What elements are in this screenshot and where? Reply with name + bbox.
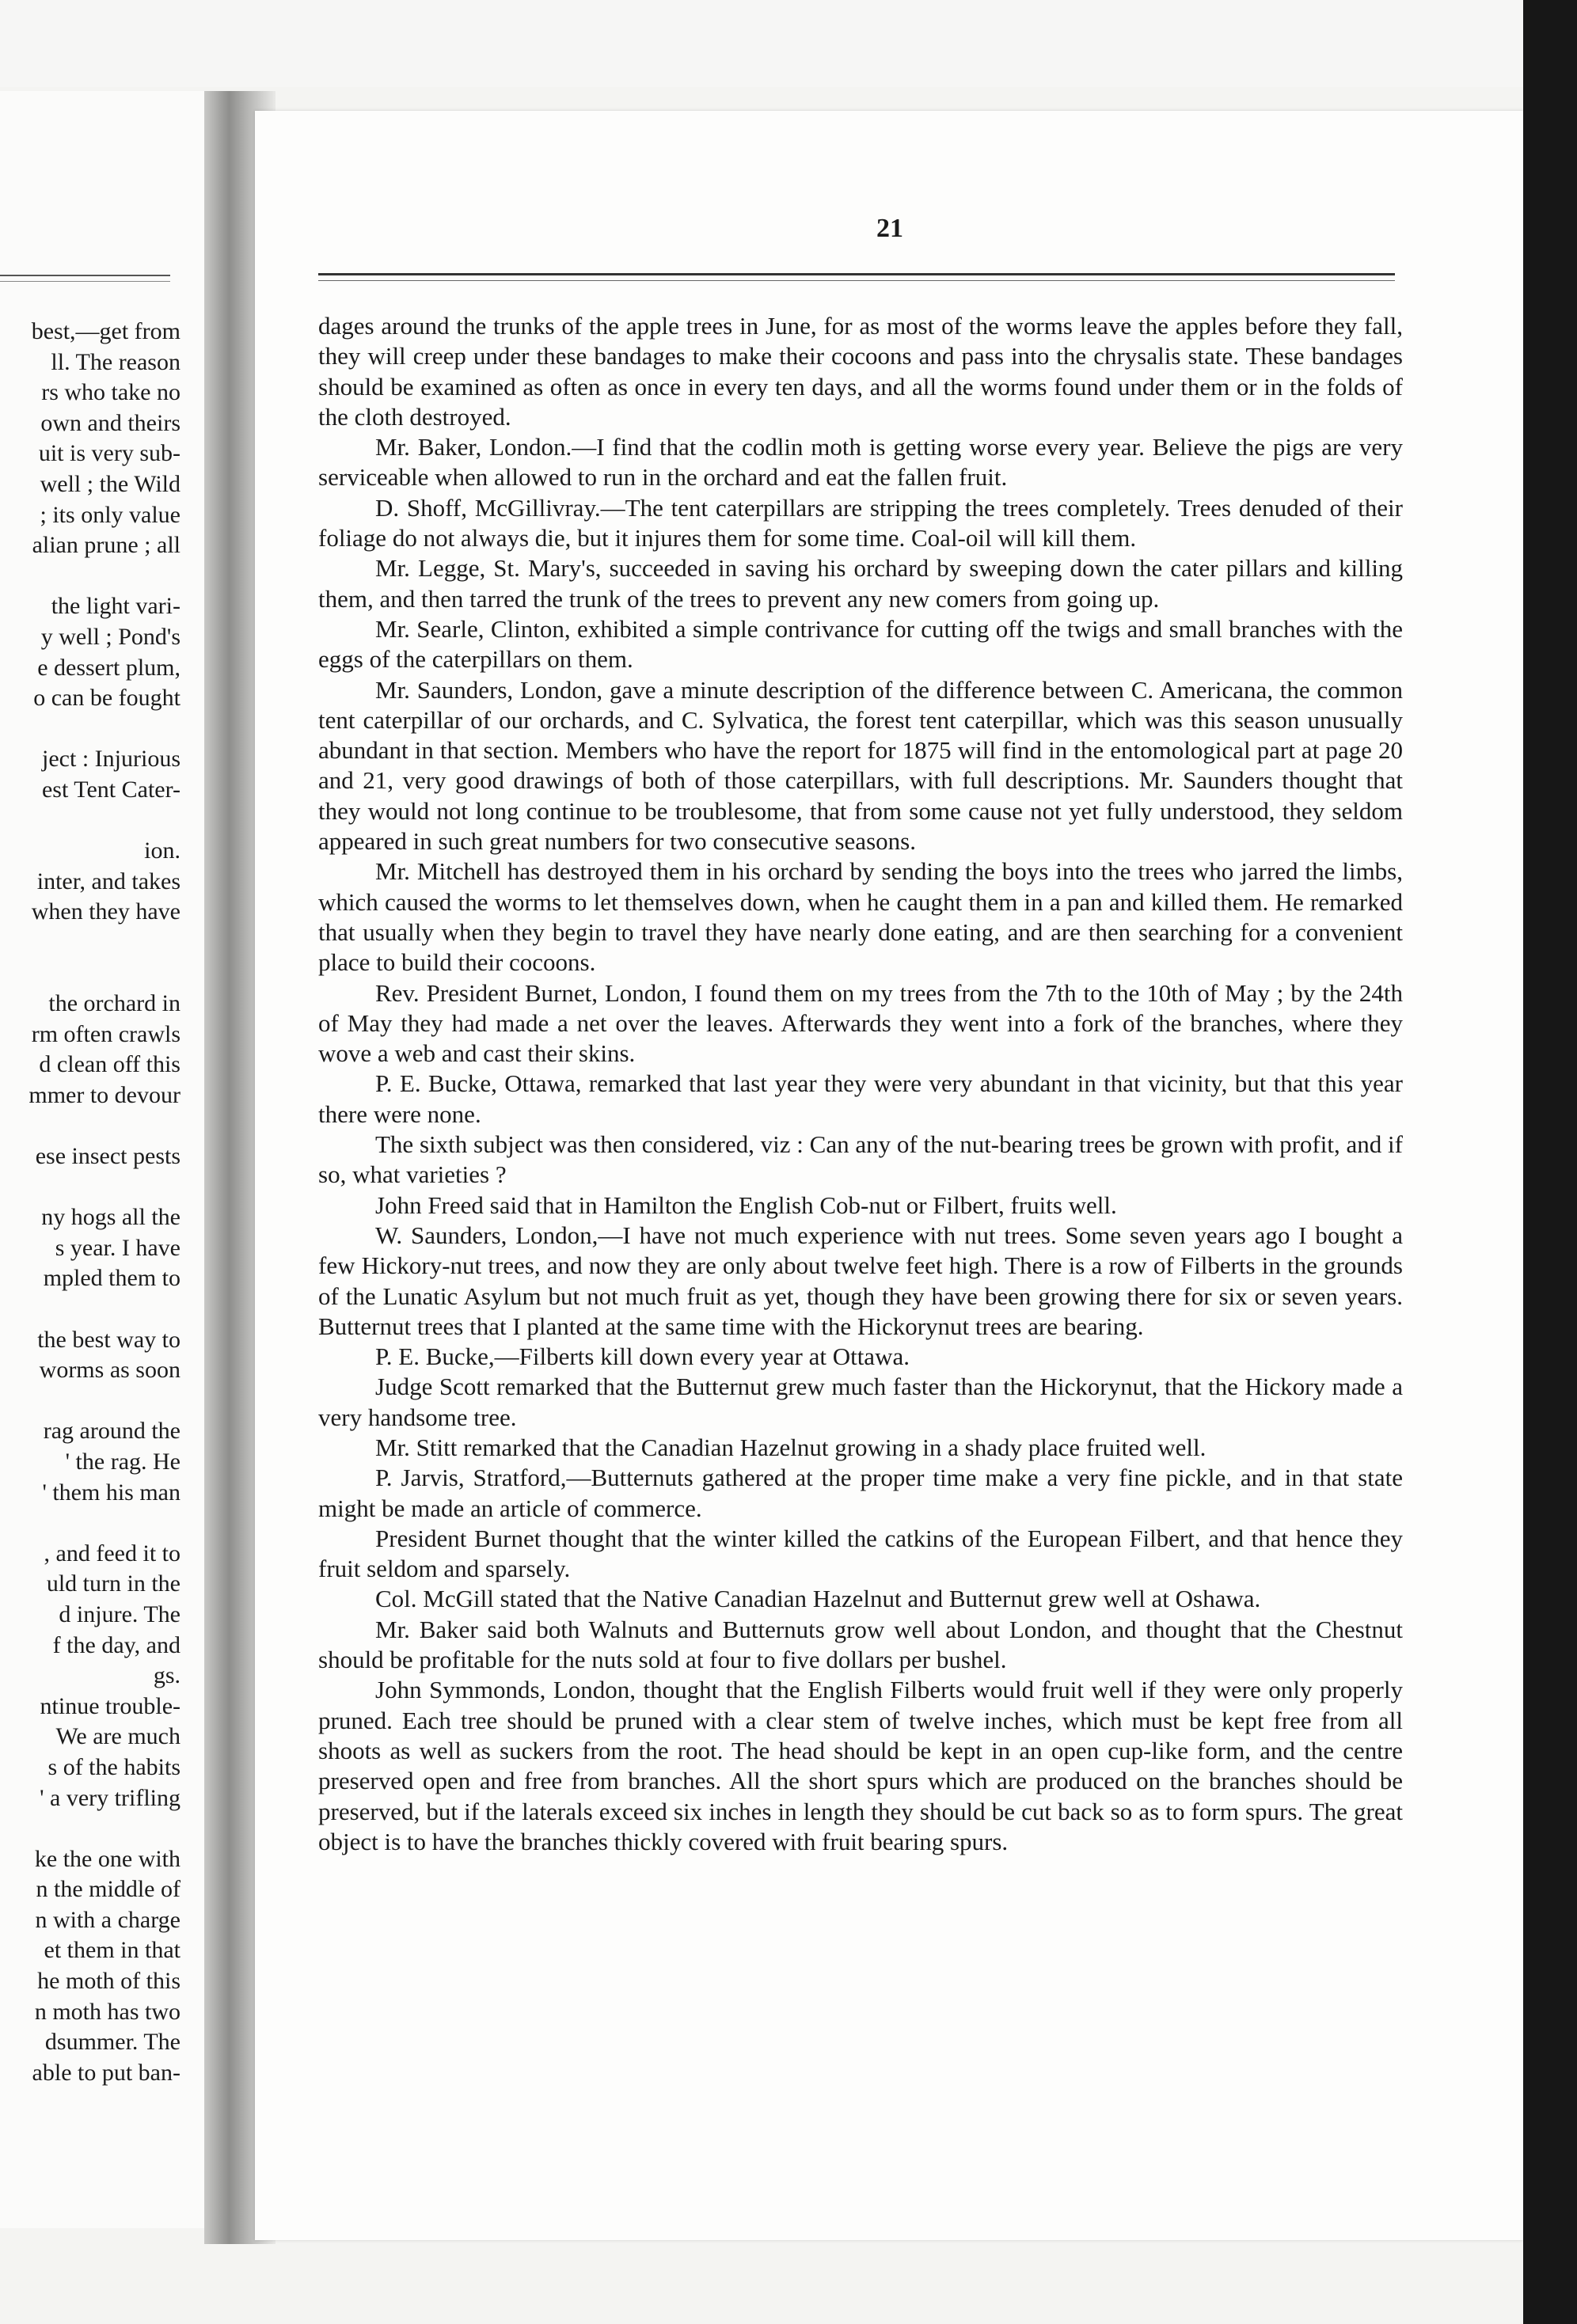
paragraph: Mr. Baker said both Walnuts and Butternuts grow well about London, and thought that the Chestnut should be profitable for the nuts sold at four to five dollars per bushel.	[318, 1615, 1403, 1674]
previous-page-line	[0, 958, 180, 989]
previous-page-line: ese insect pests	[35, 1143, 180, 1170]
previous-page-line: able to put ban-	[32, 2059, 180, 2086]
previous-page-line: ion.	[144, 837, 180, 864]
previous-page-line: ' a very trifling	[40, 1784, 180, 1811]
previous-page-line: uld turn in the	[46, 1570, 180, 1597]
previous-page-line: o can be fought	[33, 685, 180, 712]
paragraph: Col. McGill stated that the Native Canadian Hazelnut and Butternut grew well at Oshawa.	[375, 1585, 1261, 1613]
previous-page-line	[0, 928, 180, 959]
previous-page-line: ll. The reason	[51, 348, 180, 375]
previous-page-line: gs.	[153, 1662, 180, 1689]
previous-page-text	[0, 317, 180, 2088]
paragraph: D. Shoff, McGillivray.—The tent caterpillars are stripping the trees completely. Trees denuded of their foliage do not always die, but it injures them for some time. Coal-oil will kill them.	[318, 493, 1403, 553]
previous-page-line: well ; the Wild	[40, 470, 180, 497]
previous-page-line: f the day, and	[52, 1631, 180, 1658]
paragraph: Judge Scott remarked that the Butternut grew much faster than the Hickorynut, that the Hickory made a very handsome tree.	[318, 1373, 1403, 1431]
body-text	[318, 311, 1403, 1857]
previous-page-line	[0, 1294, 180, 1325]
paragraph: Mr. Legge, St. Mary's, succeeded in saving his orchard by sweeping down the cater pillars and killing them, and then tarred the trunk of the trees to prevent any new comers from going up.	[318, 554, 1403, 613]
paragraph: dages around the trunks of the apple trees in June, for as most of the worms leave the apples before they fall, they will creep under these bandages to make their cocoons and pass into the chrysalis state. These bandages should be examined as often as once in every ten days, and all the worms found under them or in the folds of the cloth destroyed.	[318, 312, 1403, 431]
previous-page-line: d injure. The	[59, 1601, 180, 1627]
header-rule	[318, 273, 1395, 281]
previous-page-line: s of the habits	[48, 1753, 180, 1780]
previous-page-line	[0, 714, 180, 745]
previous-page-line	[0, 806, 180, 837]
previous-page-line: et them in that	[44, 1937, 180, 1964]
previous-page-line: ' the rag. He	[65, 1448, 180, 1475]
previous-page-line: est Tent Cater-	[41, 776, 180, 803]
paragraph: W. Saunders, London,—I have not much experience with nut trees. Some seven years ago I bought a few Hickory-nut trees, and now they are only about twelve feet high. There is a row of Filberts in the grounds of the Lunatic Asylum but not much fruit as yet, though they have been growing there for six or seven years. Butternut trees that I planted at the same time with the Hickorynut trees are bearing.	[318, 1221, 1403, 1340]
previous-page-line: y well ; Pond's	[40, 623, 180, 650]
paragraph: P. E. Bucke,—Filberts kill down every year at Ottawa.	[375, 1342, 910, 1371]
previous-page-line: rm often crawls	[31, 1020, 180, 1047]
previous-page-line: the orchard in	[48, 990, 180, 1017]
previous-page-line: mmer to devour	[28, 1081, 180, 1108]
paragraph: P. E. Bucke, Ottawa, remarked that last year they were very abundant in that vicinity, but that this year there were none.	[318, 1069, 1403, 1128]
previous-page-line: We are much	[55, 1723, 180, 1750]
page	[255, 111, 1523, 2240]
paragraph: President Burnet thought that the winter killed the catkins of the European Filbert, and that hence they fruit seldom and sparsely.	[318, 1524, 1403, 1583]
paragraph: P. Jarvis, Stratford,—Butternuts gathered at the proper time make a very fine pickle, and in that state might be made an article of commerce.	[318, 1464, 1403, 1522]
previous-page-line: , and feed it to	[44, 1540, 180, 1566]
previous-page-line: ject : Injurious	[42, 746, 180, 773]
paragraph: Mr. Searle, Clinton, exhibited a simple contrivance for cutting off the twigs and small branches with the eggs of the caterpillars on them.	[318, 614, 1403, 674]
previous-page-line: e dessert plum,	[37, 654, 180, 681]
previous-page-line	[0, 1111, 180, 1141]
paragraph: Mr. Saunders, London, gave a minute description of the difference between C. Americana, the common tent caterpillar of our orchards, and C. Sylvatica, the forest tent caterpillar, which was this season unusually abundant in that section. Members who have the report for 1875 will find in the entomological part at page 20 and 21, very good drawings of both of those caterpillars, with full descriptions. Mr. Saunders thought that they would not long continue to be troublesome, that from some cause not yet fully understood, they seldom appeared in such great numbers for two consecutive seasons.	[318, 675, 1403, 856]
previous-page-line: inter, and takes	[36, 868, 180, 894]
previous-page-header-rule	[0, 275, 170, 282]
previous-page-line: best,—get from	[31, 318, 180, 344]
previous-page-line	[0, 561, 180, 592]
previous-page-line: own and theirs	[40, 409, 180, 436]
previous-page-line: ke the one with	[34, 1845, 180, 1872]
previous-page-line: ; its only value	[40, 501, 180, 528]
scan-right-margin	[1523, 0, 1577, 2324]
previous-page-line: the best way to	[37, 1326, 180, 1353]
previous-page-line: he moth of this	[37, 1968, 180, 1995]
paragraph: The sixth subject was then considered, viz : Can any of the nut-bearing trees be grown with profit, and if so, what varieties ?	[318, 1130, 1403, 1189]
previous-page-line: dsummer. The	[44, 2029, 180, 2056]
previous-page-line: when they have	[31, 898, 180, 925]
previous-page-line: ' them his man	[42, 1479, 180, 1506]
paragraph: John Freed said that in Hamilton the English Cob-nut or Filbert, fruits well.	[375, 1190, 1117, 1219]
scan-top-margin	[0, 0, 1577, 87]
paragraph: Mr. Baker, London.—I find that the codlin moth is getting worse every year. Believe the pigs are very serviceable when allowed to run in the orchard and eat the fallen fruit.	[318, 433, 1403, 492]
previous-page-line	[0, 1508, 180, 1539]
paragraph: John Symmonds, London, thought that the English Filberts would fruit well if they were only properly pruned. Each tree should be pruned with a clear stem of twelve inches, which must be kept free from all shoots as well as suckers from the root. The head should be kept in an open cup-like form, and the centre preserved open and free from branches. All the short spurs which are produced on the branches should be preserved, but if the laterals exceed six inches in length they should be cut back so as to form spurs. The great object is to have the branches thickly covered with fruit bearing spurs.	[318, 1676, 1403, 1855]
previous-page-line: alian prune ; all	[32, 532, 180, 559]
previous-page-line: rs who take no	[41, 379, 180, 406]
previous-page-line: rag around the	[43, 1418, 180, 1445]
previous-page-line: s year. I have	[55, 1234, 180, 1261]
previous-page-line	[0, 1813, 180, 1844]
paragraph: Rev. President Burnet, London, I found them on my trees from the 7th to the 10th of May ; by the 24th of May they had made a net over the leaves. Afterwards they went into a fork of the branches, where they wove a web and cast their skins.	[318, 978, 1403, 1068]
previous-page-line: ny hogs all the	[41, 1204, 180, 1231]
previous-page-fragment	[0, 91, 223, 2228]
paragraph: Mr. Stitt remarked that the Canadian Hazelnut growing in a shady place fruited well.	[375, 1433, 1206, 1461]
previous-page-line	[0, 1172, 180, 1203]
page-number: 21	[876, 214, 903, 243]
previous-page-line: n with a charge	[35, 1906, 180, 1933]
previous-page-line: worms as soon	[39, 1357, 180, 1384]
previous-page-line: n the middle of	[36, 1876, 180, 1903]
previous-page-line: ntinue trouble-	[40, 1692, 180, 1719]
previous-page-line: n moth has two	[34, 1998, 180, 2025]
previous-page-line	[0, 1386, 180, 1417]
previous-page-line: mpled them to	[43, 1265, 180, 1292]
previous-page-line: uit is very sub-	[38, 440, 180, 467]
paragraph: Mr. Mitchell has destroyed them in his orchard by sending the boys into the trees who jarred the limbs, which caused the worms to let themselves down, when he caught them in a pan and killed them. He remarked that usually when they begin to travel they have nearly done eating, and are then searching for a convenient place to build their cocoons.	[318, 857, 1403, 977]
previous-page-line: the light vari-	[51, 593, 180, 620]
previous-page-line: d clean off this	[39, 1051, 180, 1078]
